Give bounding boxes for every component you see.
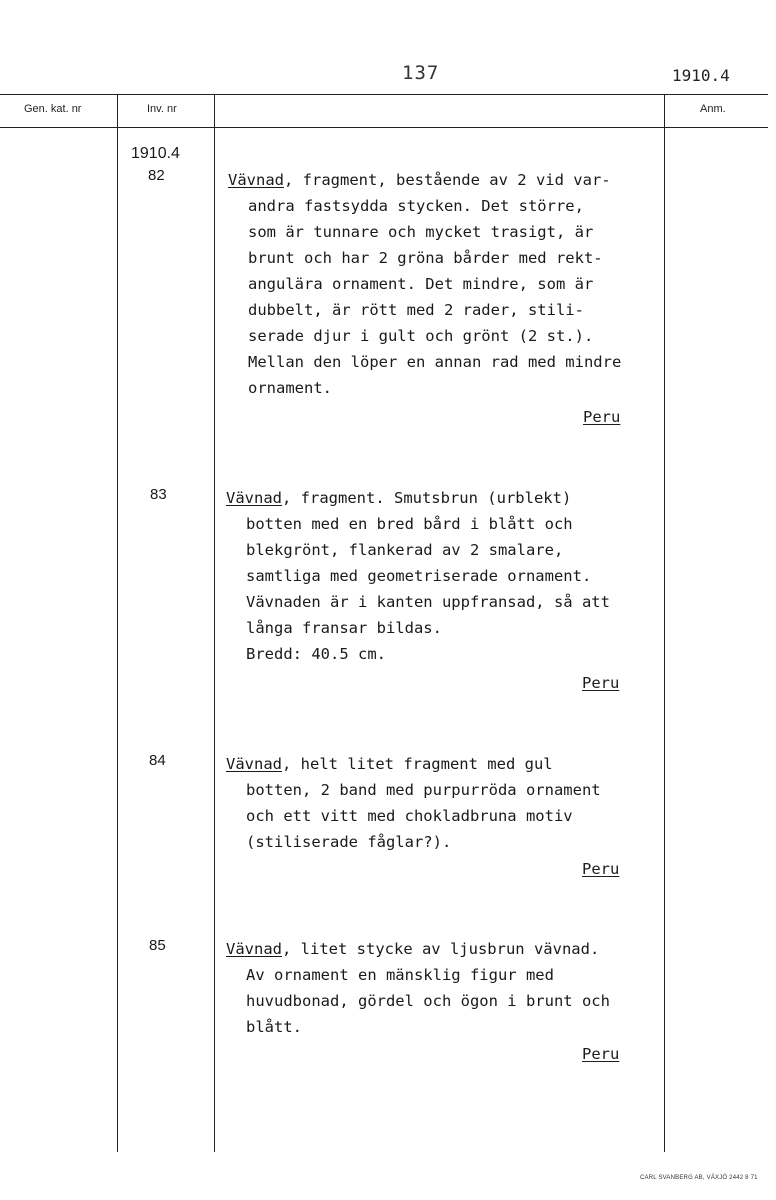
entry-text-line: serade djur i gult och grönt (2 st.). (248, 327, 594, 345)
entry-title: Vävnad (226, 755, 282, 773)
column-divider-gen-kat (117, 94, 118, 1152)
entry-first-line (228, 167, 621, 193)
entry-text-line: Vävnaden är i kanten uppfransad, så att (246, 593, 610, 611)
entry-title: Vävnad (226, 940, 282, 958)
entry-text-line: botten med en bred bård i blått och (246, 515, 573, 533)
catalog-entry (226, 936, 610, 1040)
entry-text: , fragment. Smutsbrun (urblekt) (282, 489, 572, 507)
entry-origin: Peru (583, 408, 621, 426)
inventory-number: 85 (149, 937, 166, 954)
entry-text-line: dubbelt, är rött med 2 rader, stili- (248, 301, 584, 319)
entry-text-line: blått. (246, 1018, 302, 1036)
entry-text: , helt litet fragment med gul (282, 755, 553, 773)
entry-text-line: ornament. (248, 379, 332, 397)
header-top-rule (0, 94, 768, 95)
entry-first-line (226, 936, 610, 962)
entry-text-line: andra fastsydda stycken. Det större, (248, 197, 584, 215)
entry-origin: Peru (582, 674, 620, 692)
column-divider-inv (214, 94, 215, 1152)
catalog-id: 1910.4 (672, 66, 730, 85)
inventory-number: 83 (150, 486, 167, 503)
column-header-inv: Inv. nr (147, 103, 177, 115)
entry-text-line: angulära ornament. Det mindre, som är (248, 275, 594, 293)
entry-text-line: Bredd: 40.5 cm. (246, 645, 386, 663)
header-bottom-rule (0, 127, 768, 128)
inventory-number: 84 (149, 752, 166, 769)
entry-text-line: blekgrönt, flankerad av 2 smalare, (246, 541, 564, 559)
entry-text-line: huvudbonad, gördel och ögon i brunt och (246, 992, 610, 1010)
column-header-anm: Anm. (700, 103, 726, 115)
page-number: 137 (402, 62, 440, 84)
entry-text: , litet stycke av ljusbrun vävnad. (282, 940, 600, 958)
entry-text-line: långa fransar bildas. (246, 619, 442, 637)
printer-imprint: CARL SVANBERG AB, VÄXJÖ 2442 8 71 (640, 1175, 758, 1181)
entry-text-line: och ett vitt med chokladbruna motiv (246, 807, 573, 825)
entry-text-line: Av ornament en mänsklig figur med (246, 966, 554, 984)
entry-first-line (226, 485, 610, 511)
column-header-gen-kat: Gen. kat. nr (24, 103, 82, 115)
inventory-number: 82 (148, 167, 165, 184)
entry-text-line: (stiliserade fåglar?). (246, 833, 452, 851)
catalog-entry (226, 485, 610, 667)
inventory-prefix: 1910.4 (131, 145, 180, 162)
entry-origin: Peru (582, 860, 620, 878)
catalog-entry (226, 751, 601, 855)
entry-text-line: Mellan den löper en annan rad med mindre (248, 353, 622, 371)
entry-text: , fragment, bestående av 2 vid var- (284, 171, 611, 189)
entry-text-line: botten, 2 band med purpurröda ornament (246, 781, 601, 799)
entry-text-line: brunt och har 2 gröna bårder med rekt- (248, 249, 603, 267)
entry-origin: Peru (582, 1045, 620, 1063)
entry-text-line: samtliga med geometriserade ornament. (246, 567, 592, 585)
entry-title: Vävnad (226, 489, 282, 507)
entry-title: Vävnad (228, 171, 284, 189)
column-divider-anm (664, 94, 665, 1152)
entry-first-line (226, 751, 601, 777)
catalog-entry (228, 167, 621, 401)
entry-text-line: som är tunnare och mycket trasigt, är (248, 223, 594, 241)
